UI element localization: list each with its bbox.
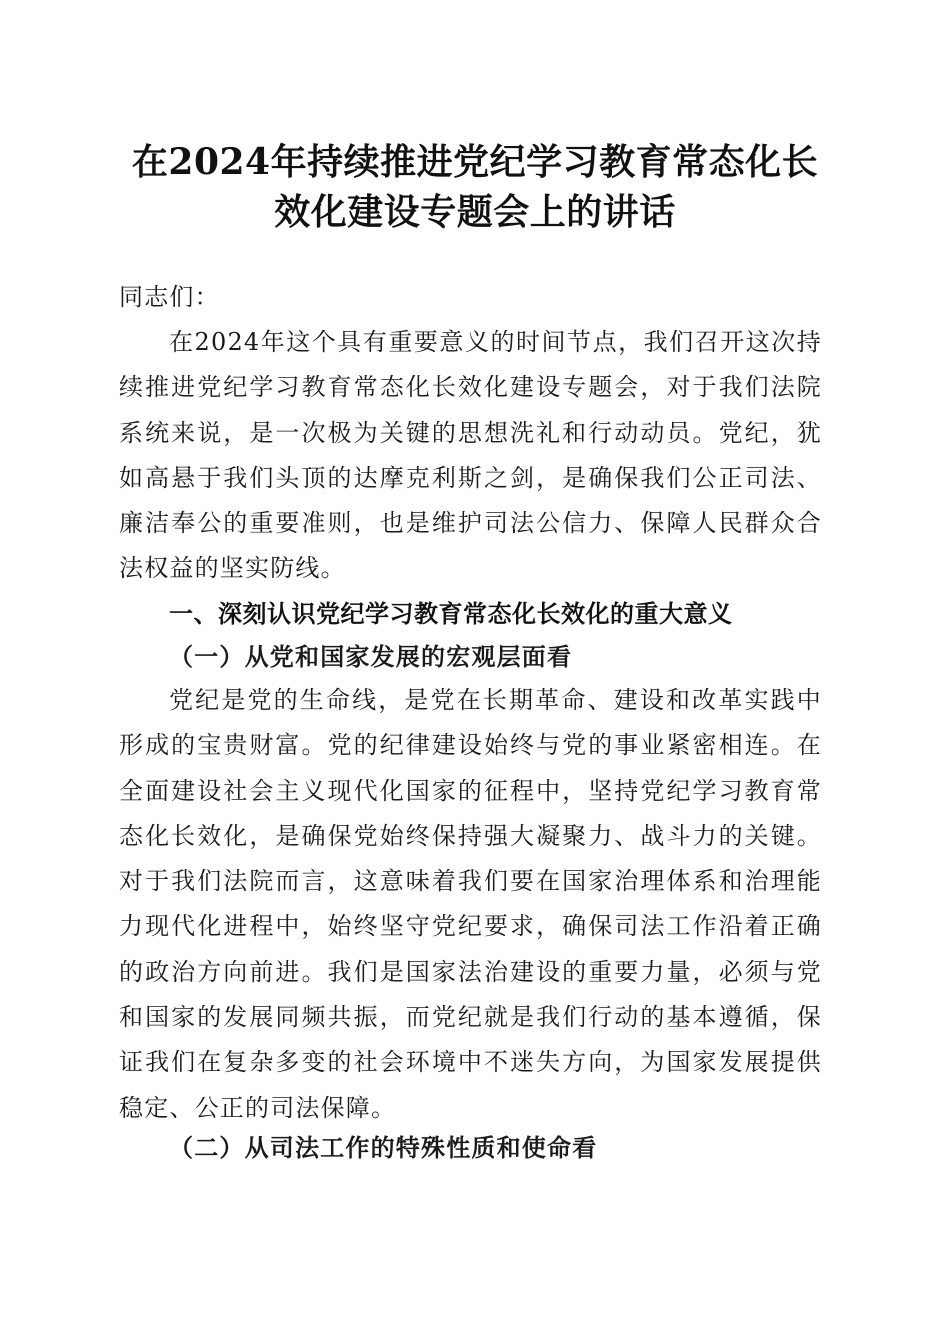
salutation: 同志们： [119, 283, 220, 311]
intro-paragraph: 在2024年这个具有重要意义的时间节点，我们召开这次持续推进党纪学习教育常态化长效化建设专题会，对于我们法院系统来说，是一次极为关键的思想洗礼和行动动员。党纪，犹如高悬于我们头顶的达摩克利斯之剑，是确保我们公正司法、廉洁奉公的重要准则，也是维护司法公信力、保障人民群众合法权益的坚实防线。 [119, 328, 822, 583]
subsection-two-heading: （二）从司法工作的特殊性质和使命看 [169, 1133, 598, 1162]
subsection-one-paragraph: 党纪是党的生命线，是党在长期革命、建设和改革实践中形成的宝贵财富。党的纪律建设始终与党的事业紧密相连。在全面建设社会主义现代化国家的征程中，坚持党纪学习教育常态化长效化，是确保党始终保持强大凝聚力、战斗力的关键。对于我们法院而言，这意味着我们要在国家治理体系和治理能力现代化进程中，始终坚守党纪要求，确保司法工作沿着正确的政治方向前进。我们是国家法治建设的重要力量，必须与党和国家的发展同频共振，而党纪就是我们行动的基本遵循，保证我们在复杂多变的社会环境中不迷失方向，为国家发展提供稳定、公正的司法保障。 [119, 686, 822, 1122]
section-one-heading: 一、深刻认识党纪学习教育常态化长效化的重大意义 [169, 600, 733, 628]
subsection-one-heading: （一）从党和国家发展的宏观层面看 [169, 642, 573, 671]
document-title: 在2024年持续推进党纪学习教育常态化长效化建设专题会上的讲话 [131, 141, 819, 233]
